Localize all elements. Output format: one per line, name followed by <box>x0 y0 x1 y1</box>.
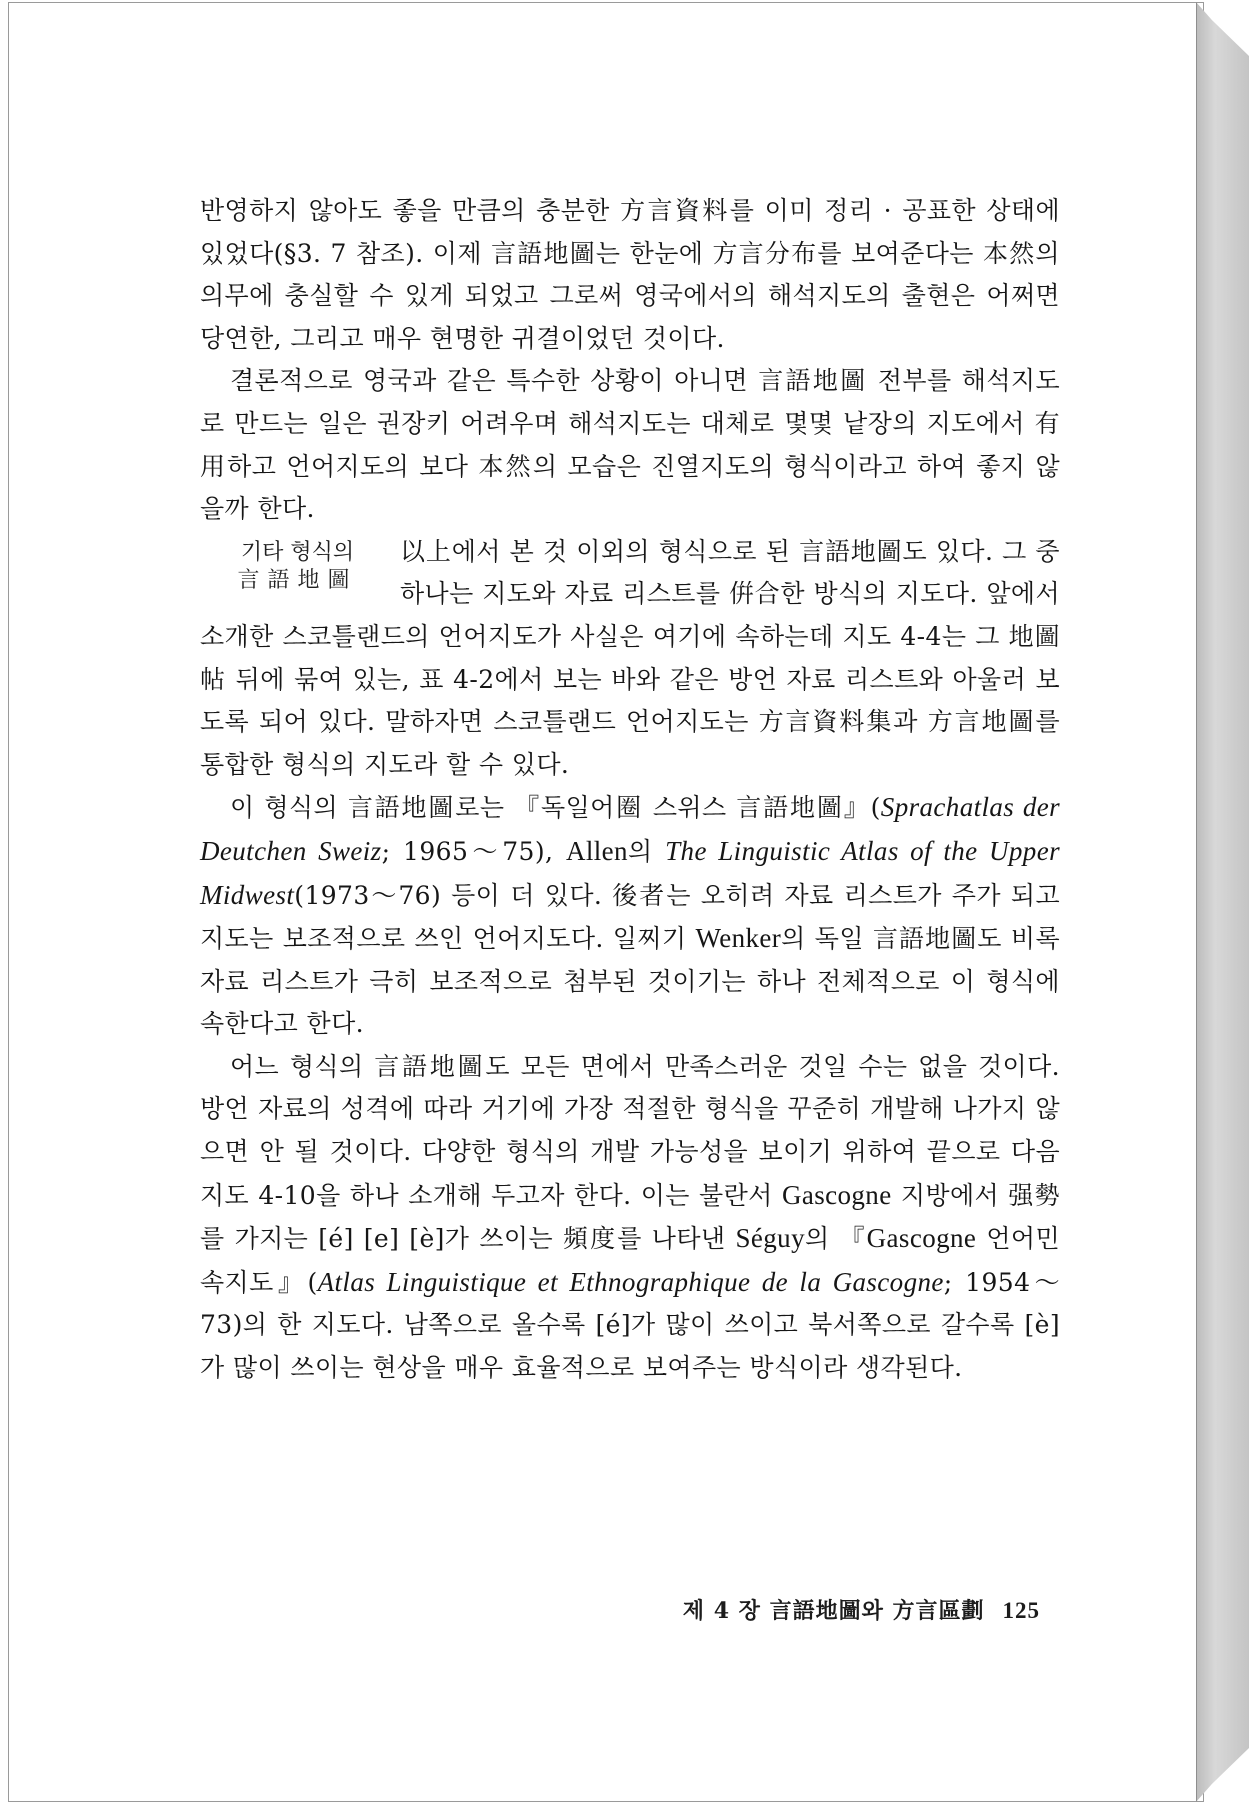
text-run: 以上에서 본 것 이외의 형식으로 된 言語地圖도 있다. 그 중 하나는 지도와 자료 리스트를 倂合한 방식의 지도다. 앞에서 소개한 스코틀랜드의 언어지도가 사실은 여기에 속하는데 지도 4-4는 그 地圖帖 뒤에 묶여 있는, 표 4-2에서 보는 바와 같은 방언 자료 리스트와 아울러 보도록 되어 있다. 말하자면 스코틀랜드 언어지도는 方言資料集과 方言地圖를 통합한 형식의 지도라 할 수 있다. <box>200 536 1060 779</box>
text-run: 결론적으로 영국과 같은 특수한 상황이 아니면 言語地圖 전부를 해석지도로 만드는 일은 권장키 어려우며 해석지도는 대체로 몇몇 낱장의 지도에서 有用하고 언어지도의 보다 本然의 모습은 진열지도의 형식이라고 하여 좋지 않을까 한다. <box>200 366 1060 524</box>
text-run: Sprachatlas der Deutchen Sweiz <box>200 792 1061 866</box>
text-run: 언어민속지도』( <box>200 1224 1060 1297</box>
text-run: 지방에서 强勢를 가지는 [é] [e] [è]가 쓰이는 頻度를 나타낸 <box>200 1180 1060 1254</box>
side-heading-line-2: 言語地圖 <box>237 567 358 593</box>
section-other-forms <box>200 531 1060 787</box>
text-run: Allen <box>565 835 628 866</box>
paragraph-1 <box>200 190 1060 360</box>
page-number: 125 <box>1002 1598 1040 1623</box>
text-run: 이 형식의 言語地圖로는 『독일어圈 스위스 言語地圖』( <box>230 793 881 823</box>
paragraph-2 <box>200 360 1060 530</box>
running-footer <box>600 1594 1040 1625</box>
text-run: Wenker <box>695 923 782 954</box>
paragraph-4 <box>200 786 1060 1046</box>
page-edge <box>1196 2 1249 1802</box>
text-run: 의 『 <box>804 1224 867 1254</box>
text-run: ; 1954～73)의 한 지도다. 남쪽으로 올수록 [é]가 많이 쓰이고 북서쪽으로 갈수록 [è]가 많이 쓰이는 현상을 매우 효율적으로 보여주는 방식이라 생각된다. <box>200 1267 1060 1383</box>
side-heading <box>225 539 370 595</box>
text-run: Gascogne <box>866 1223 977 1254</box>
side-heading-line-1: 기타 형식의 <box>240 539 355 565</box>
chapter-title: 제 4 장 言語地圖와 方言區劃 <box>682 1598 985 1624</box>
text-run: Atlas Linguistique et Ethnographique de la Gascogne <box>317 1266 944 1297</box>
text-run: Gascogne <box>781 1179 892 1210</box>
text-run: 의 독일 言語地圖도 비록 자료 리스트가 극히 보조적으로 첨부된 것이기는 하나 전체적으로 이 형식에 속한다고 한다. <box>200 924 1060 1039</box>
text-run: ; 1965～75), <box>381 836 566 866</box>
text-run: 의 <box>627 836 666 866</box>
text-run: 어느 형식의 言語地圖도 모든 면에서 만족스러운 것일 수는 없을 것이다. 방언 자료의 성격에 따라 거기에 가장 적절한 형식을 꾸준히 개발해 나가지 않으면 안 될 것이다. 다양한 형식의 개발 가능성을 보이기 위하여 끝으로 다음 지도 4-10을 하나 소개해 두고자 한다. 이는 불란서 <box>200 1051 1060 1210</box>
text-run: (1973～76) 등이 더 있다. 後者는 오히려 자료 리스트가 주가 되고 지도는 보조적으로 쓰인 언어지도다. 일찌기 <box>200 880 1060 954</box>
text-run: 반영하지 않아도 좋을 만큼의 충분한 方言資料를 이미 정리 · 공표한 상태에 있었다(§3. 7 참조). 이제 言語地圖는 한눈에 方言分布를 보여준다는 本然의 의무에 충실할 수 있게 되었고 그로써 영국에서의 해석지도의 출현은 어쩌면 당연한, 그리고 매우 현명한 귀결이었던 것이다. <box>200 196 1060 353</box>
paragraph-5 <box>200 1046 1060 1390</box>
body-text <box>200 190 1060 1390</box>
text-run: The Linguistic Atlas of the Upper Midwest <box>200 835 1060 910</box>
text-run: Séguy <box>735 1223 805 1254</box>
